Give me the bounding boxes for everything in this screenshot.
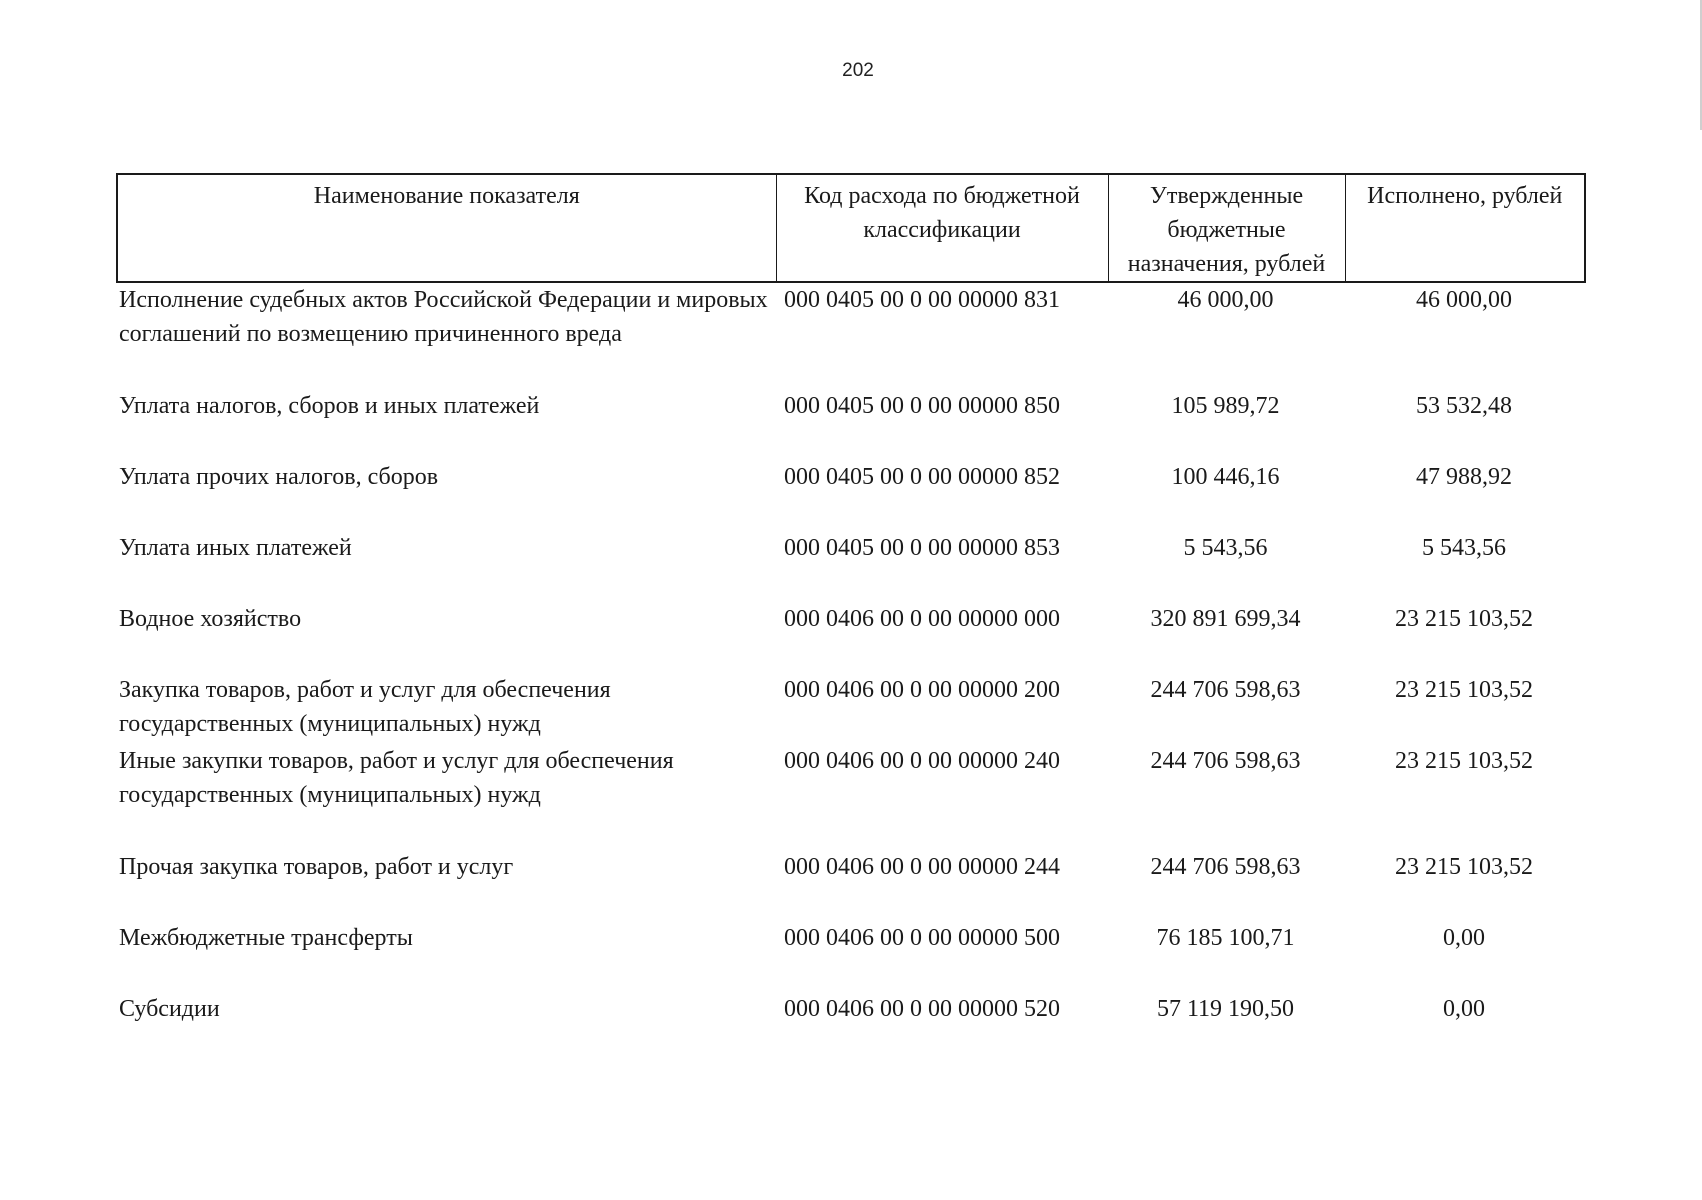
row-code: 000 0405 00 0 00 00000 850 (784, 393, 1060, 419)
row-approved: 320 891 699,34 (1150, 606, 1301, 632)
row-executed: 47 988,92 (1416, 464, 1512, 490)
row-name: Субсидии (119, 996, 220, 1022)
row-approved: 100 446,16 (1171, 464, 1280, 490)
row-name: Уплата налогов, сборов и иных платежей (119, 393, 540, 419)
row-executed: 0,00 (1443, 996, 1485, 1022)
header-indicator-name: Наименование показателя (117, 174, 776, 282)
table-row (117, 921, 1585, 992)
row-approved: 57 119 190,50 (1156, 996, 1295, 1022)
budget-table-container (116, 173, 1584, 1063)
row-executed: 23 215 103,52 (1395, 748, 1533, 774)
row-approved: 244 706 598,63 (1150, 677, 1301, 703)
row-executed: 5 543,56 (1422, 535, 1506, 561)
table-row (117, 744, 1585, 850)
row-executed: 46 000,00 (1416, 287, 1512, 313)
row-code: 000 0406 00 0 00 00000 520 (784, 996, 1060, 1022)
row-approved: 76 185 100,71 (1156, 925, 1295, 951)
table-row (117, 389, 1585, 460)
row-code: 000 0406 00 0 00 00000 244 (784, 854, 1060, 880)
row-name: Прочая закупка товаров, работ и услуг (119, 854, 514, 880)
row-name: Уплата иных платежей (119, 535, 352, 561)
row-approved: 244 706 598,63 (1150, 748, 1301, 774)
row-executed: 23 215 103,52 (1395, 677, 1533, 703)
row-name: Исполнение судебных актов Российской Федерации и мировых соглашений по возмещению причиненного вреда (119, 287, 768, 347)
table-body (117, 282, 1585, 1063)
row-executed: 23 215 103,52 (1395, 606, 1533, 632)
row-approved: 244 706 598,63 (1150, 854, 1301, 880)
row-code: 000 0406 00 0 00 00000 000 (784, 606, 1060, 632)
row-approved: 46 000,00 (1177, 287, 1274, 313)
row-code: 000 0405 00 0 00 00000 853 (784, 535, 1060, 561)
row-name: Уплата прочих налогов, сборов (119, 464, 439, 490)
row-code: 000 0406 00 0 00 00000 500 (784, 925, 1060, 951)
header-executed-amount: Исполнено, рублей (1345, 174, 1585, 282)
table-row (117, 992, 1585, 1063)
page-number: 202 (842, 60, 874, 81)
table-row (117, 531, 1585, 602)
header-row (117, 174, 1585, 282)
table-row (117, 282, 1585, 389)
row-executed: 0,00 (1443, 925, 1485, 951)
row-approved: 105 989,72 (1171, 393, 1280, 419)
row-name: Водное хозяйство (119, 606, 302, 632)
table-row (117, 850, 1585, 921)
budget-execution-table (116, 173, 1586, 1063)
row-name: Иные закупки товаров, работ и услуг для обеспечения государственных (муниципальных) нужд (119, 748, 674, 808)
table-row (117, 673, 1585, 744)
row-executed: 23 215 103,52 (1395, 854, 1533, 880)
row-code: 000 0406 00 0 00 00000 200 (784, 677, 1060, 703)
row-name: Закупка товаров, работ и услуг для обеспечения государственных (муниципальных) нужд (119, 677, 611, 737)
row-approved: 5 543,56 (1183, 535, 1268, 561)
header-budget-code: Код расхода по бюджетной классификации (776, 174, 1108, 282)
row-name: Межбюджетные трансферты (119, 925, 413, 951)
table-row (117, 602, 1585, 673)
table-row (117, 460, 1585, 531)
row-code: 000 0405 00 0 00 00000 852 (784, 464, 1060, 490)
row-code: 000 0405 00 0 00 00000 831 (784, 287, 1060, 313)
row-executed: 53 532,48 (1416, 393, 1512, 419)
header-approved-amount: Утвержденные бюджетные назначения, рублей (1108, 174, 1345, 282)
row-code: 000 0406 00 0 00 00000 240 (784, 748, 1060, 774)
table-header (117, 174, 1585, 282)
